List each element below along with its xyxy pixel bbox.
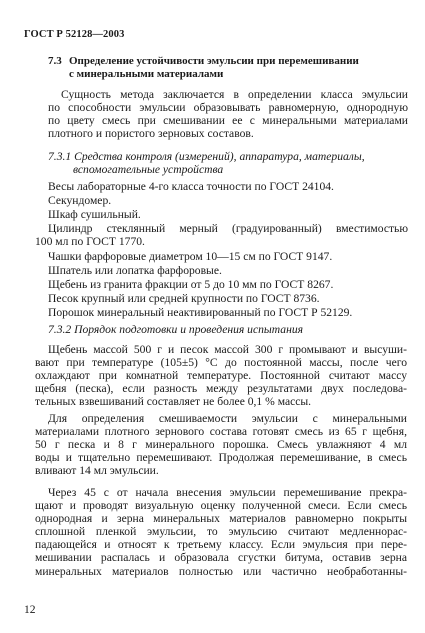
- paragraph-2-line-5: вливают 14 мл эмульсии.: [35, 464, 159, 478]
- intro-line-4: плотного и пористого зерновых составов.: [48, 127, 254, 141]
- paragraph-2: [35, 412, 407, 477]
- paragraph-3-line-5: падающейся и относят к третьему классу. Если эмульсия при пере-: [35, 538, 407, 552]
- subsection-1-line-2: вспомогательные устройства: [73, 163, 224, 177]
- equipment-item-7: Щебень из гранита фракции от 5 до 10 мм по ГОСТ 8267.: [48, 278, 334, 291]
- page-number: 12: [24, 603, 36, 616]
- paragraph-1-line-1: Щебень массой 500 г и песок массой 300 г промывают и высуши-: [48, 343, 407, 356]
- paragraph-1: [35, 343, 407, 408]
- intro-line-3: по цвету смесь при смешивании ее с минеральными материалами: [48, 114, 408, 128]
- section-number: 7.3: [48, 55, 62, 67]
- subsection-1-heading: [48, 150, 408, 176]
- equipment-item-2: Секундомер.: [48, 194, 112, 207]
- intro-line-1: Сущность метода заключается в определении класса эмульсии: [61, 88, 408, 101]
- paragraph-2-line-3: 50 г песка и 8 г минерального порошка. Смесь увлажняют 4 мл: [35, 438, 407, 452]
- paragraph-3-line-4: сплошной пленкой эмульсии, то эмульсию считают медленнорас-: [35, 525, 407, 539]
- paragraph-3-line-3: однородная и зерна минеральных материалов равномерно покрыты: [35, 512, 407, 526]
- paragraph-3-line-2: щают и проводят визуальную оценку полученной смеси. Если смесь: [35, 499, 407, 513]
- intro-paragraph: [48, 88, 408, 140]
- equipment-item-4-line-1: Цилиндр стеклянный мерный (градуированный) вместимостью: [48, 222, 408, 235]
- paragraph-3-line-7: минеральных материалов полностью или частично необработанны-: [35, 564, 407, 578]
- equipment-item-6: Шпатель или лопатка фарфоровые.: [48, 264, 222, 277]
- paragraph-2-line-2: материалами плотного зернового состава готовят смесь из 65 г щебня,: [35, 425, 407, 439]
- equipment-item-5: Чашки фарфоровые диаметром 10—15 см по ГОСТ 9147.: [48, 250, 333, 263]
- paragraph-1-line-4: щебня (песка), если разность между результатами двух последова-: [35, 382, 407, 396]
- paragraph-3: [35, 486, 407, 578]
- paragraph-2-line-1: Для определения смешиваемости эмульсии с минеральными: [48, 412, 407, 425]
- paragraph-2-line-4: воды и тщательно перемешивают. Продолжая перемешивание, в смесь: [35, 451, 407, 465]
- equipment-item-8: Песок крупный или средней крупности по ГОСТ 8736.: [48, 292, 320, 305]
- equipment-item-4-line-2: 100 мл по ГОСТ 1770.: [35, 235, 145, 249]
- subsection-1-line-1: 7.3.1 Средства контроля (измерений), аппаратура, материалы,: [48, 150, 365, 163]
- paragraph-1-line-3: охлаждают при комнатной температуре. Постоянной считают массу: [35, 369, 407, 383]
- equipment-item-4: [35, 222, 408, 249]
- paragraph-3-line-6: мешивании распалась и образовала сгустки битума, оставив зерна: [35, 551, 407, 565]
- equipment-item-3: Шкаф сушильный.: [48, 208, 141, 221]
- section-title-text-1: Определение устойчивости эмульсии при перемешивании: [69, 55, 359, 67]
- paragraph-1-line-2: вают при температуре (105±5) °С до постоянной массы, после чего: [35, 356, 407, 370]
- section-title-line-2: с минеральными материалами: [69, 68, 224, 80]
- paragraph-1-line-5: тельных взвешиваний составляет не более 0,1 % массы.: [35, 395, 312, 409]
- subsection-2-heading: 7.3.2 Порядок подготовки и проведения испытания: [48, 323, 304, 336]
- document-header: ГОСТ Р 52128—2003: [24, 29, 125, 40]
- section-title: [48, 55, 388, 81]
- equipment-item-1: Весы лабораторные 4-го класса точности по ГОСТ 24104.: [48, 180, 334, 193]
- intro-line-2: по способности эмульсии образовывать равномерную, однородную: [48, 101, 408, 115]
- section-title-line-1: [48, 55, 388, 68]
- paragraph-3-line-1: Через 45 с от начала внесения эмульсии перемешивание прекра-: [48, 486, 407, 499]
- equipment-item-9: Порошок минеральный неактивированный по ГОСТ Р 52129.: [48, 306, 353, 319]
